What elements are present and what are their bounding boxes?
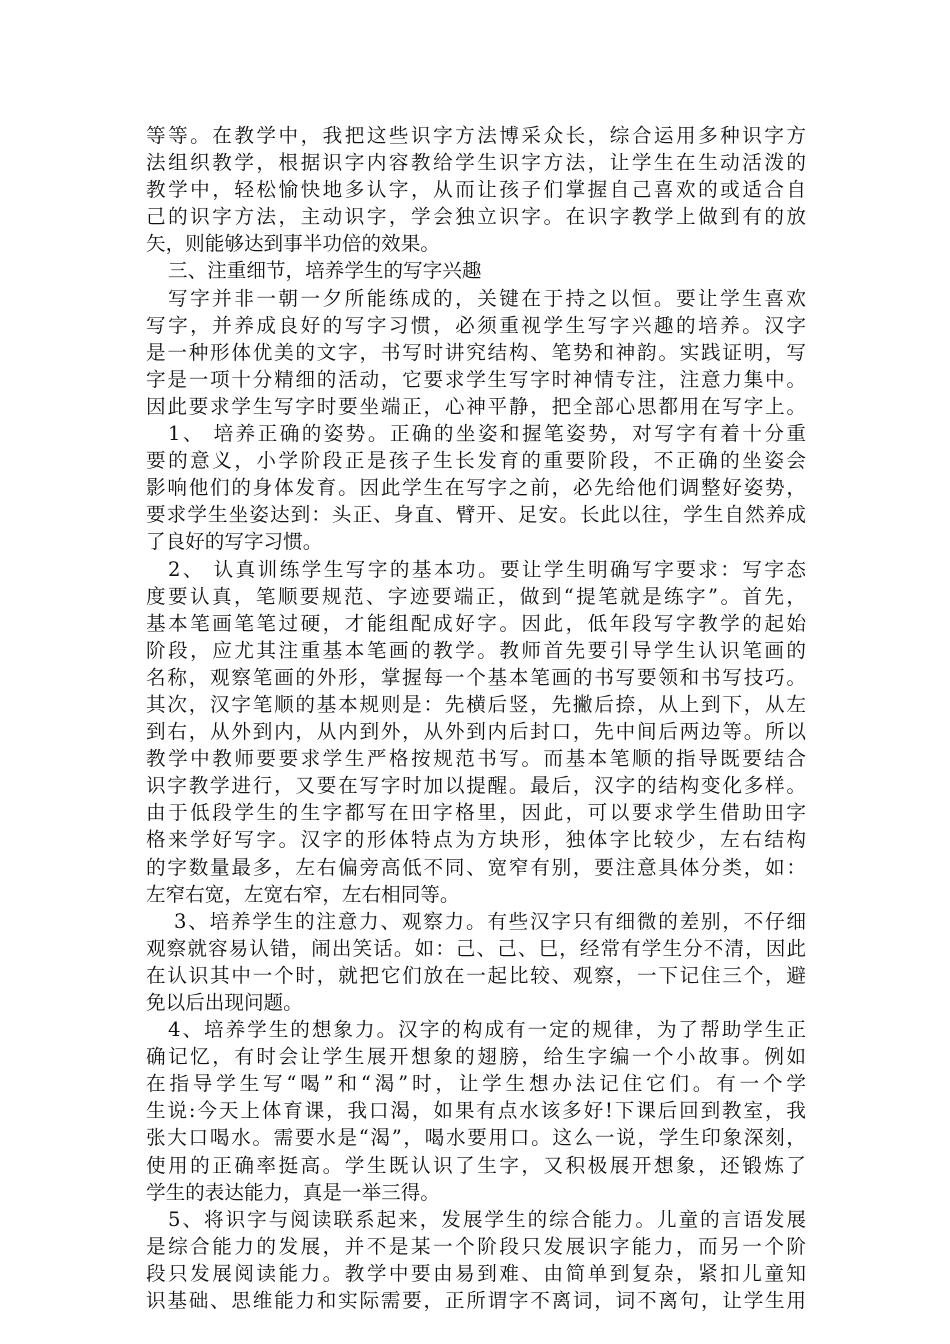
text-line: 名称，观察笔画的外形，掌握每一个基本笔画的书写要领和书写技巧。 (146, 665, 806, 689)
text-line: 4、培养学生的想象力。汉字的构成有一定的规律，为了帮助学生正 (168, 1018, 806, 1042)
text-line: 己的识字方法，主动识字，学会独立识字。在识字教学上做到有的放 (146, 205, 806, 229)
text-line: 识字教学进行，又要在写字时加以提醒。最后，汉字的结构变化多样。 (146, 774, 806, 798)
text-line: 写字并非一朝一夕所能练成的，关键在于持之以恒。要让学生喜欢 (168, 286, 806, 310)
text-line: 要的意义，小学阶段正是孩子生长发育的重要阶段，不正确的坐姿会 (146, 449, 806, 473)
text-line: 使用的正确率挺高。学生既认识了生字，又积极展开想象，还锻炼了 (146, 1153, 806, 1177)
text-line: 观察就容易认错，闹出笑话。如：己、己、巳，经常有学生分不清，因此 (146, 936, 806, 960)
text-line: 到右，从外到内，从内到外，从外到内后封口，先中间后两边等。所以 (146, 720, 806, 744)
text-line: 在认识其中一个时，就把它们放在一起比较、观察，一下记住三个，避 (146, 963, 806, 987)
text-line: 由于低段学生的生字都写在田字格里，因此，可以要求学生借助田字 (146, 801, 806, 825)
text-line: 三、注重细节，培养学生的写字兴趣 (168, 259, 482, 283)
text-line: 免以后出现问题。 (146, 991, 303, 1014)
body-text (146, 122, 806, 1314)
text-line: 基本笔画笔笔过硬，才能组配成好字。因此，低年段写字教学的起始 (146, 611, 806, 635)
text-line: 因此要求学生写字时要坐端正，心神平静，把全部心思都用在写字上。 (146, 394, 806, 418)
text-line: 了良好的写字习惯。 (146, 530, 323, 554)
text-line: 阶段，应尤其注重基本笔画的教学。教师首先要引导学生认识笔画的 (146, 638, 806, 662)
text-line: 生说:今天上体育课，我口渴，如果有点水该多好!下课后回到教室，我 (146, 1099, 806, 1123)
text-line: 要求学生坐姿达到：头正、身直、臂开、足安。长此以往，学生自然养成 (146, 503, 806, 527)
text-line: 识基础、思维能力和实际需要，正所谓字不离词，词不离句，让学生用 (146, 1289, 806, 1313)
text-line: 张大口喝水。需要水是“渴”，喝水要用口。这么一说，学生印象深刻， (146, 1126, 806, 1150)
text-line: 段只发展阅读能力。教学中要由易到难、由简单到复杂，紧扣儿童知 (146, 1261, 806, 1285)
text-line: 教学中，轻松愉快地多认字，从而让孩子们掌握自己喜欢的或适合自 (146, 178, 806, 202)
text-line: 是一种形体优美的文字，书写时讲究结构、笔势和神韵。实践证明，写 (146, 340, 806, 364)
text-line: 矢，则能够达到事半功倍的效果。 (146, 232, 440, 256)
text-line: 确记忆，有时会让学生展开想象的翅膀，给生字编一个小故事。例如 (146, 1045, 806, 1069)
text-line: 的字数量最多，左右偏旁高低不同、宽窄有别，要注意具体分类，如： (146, 855, 806, 879)
text-line: 法组织教学，根据识字内容教给学生识字方法，让学生在生动活泼的 (146, 151, 806, 175)
text-line: 1、 培养正确的姿势。正确的坐姿和握笔姿势，对写字有着十分重 (168, 422, 806, 446)
text-line: 度要认真，笔顺要规范、字迹要端正，做到“提笔就是练字”。首先， (146, 584, 806, 608)
text-line: 写字，并养成良好的写字习惯，必须重视学生写字兴趣的培养。汉字 (146, 313, 806, 337)
text-line: 等等。在教学中，我把这些识字方法博采众长，综合运用多种识字方 (146, 124, 806, 147)
text-line: 在指导学生写“喝”和“渴”时，让学生想办法记住它们。有一个学 (146, 1072, 806, 1096)
text-line: 其次，汉字笔顺的基本规则是：先横后竖，先撇后捺，从上到下，从左 (146, 692, 806, 716)
text-line: 字是一项十分精细的活动，它要求学生写字时神情专注，注意力集中。 (146, 367, 806, 391)
text-line: 学生的表达能力，真是一举三得。 (146, 1180, 440, 1204)
text-line: 教学中教师要要求学生严格按规范书写。而基本笔顺的指导既要结合 (146, 747, 806, 771)
text-line: 左窄右宽，左宽右窄，左右相同等。 (146, 882, 460, 906)
text-line: 格来学好写字。汉字的形体特点为方块形，独体字比较少，左右结构 (146, 828, 806, 852)
text-line: 5、将识字与阅读联系起来，发展学生的综合能力。儿童的言语发展 (168, 1207, 806, 1231)
text-line: 3、培养学生的注意力、观察力。有些汉字只有细微的差别，不仔细 (174, 909, 806, 933)
text-line: 2、 认真训练学生写字的基本功。要让学生明确写字要求：写字态 (168, 557, 806, 581)
text-line: 影响他们的身体发育。因此学生在写字之前，必先给他们调整好姿势， (146, 476, 806, 500)
text-line: 是综合能力的发展，并不是某一个阶段只发展识字能力，而另一个阶 (146, 1234, 806, 1258)
